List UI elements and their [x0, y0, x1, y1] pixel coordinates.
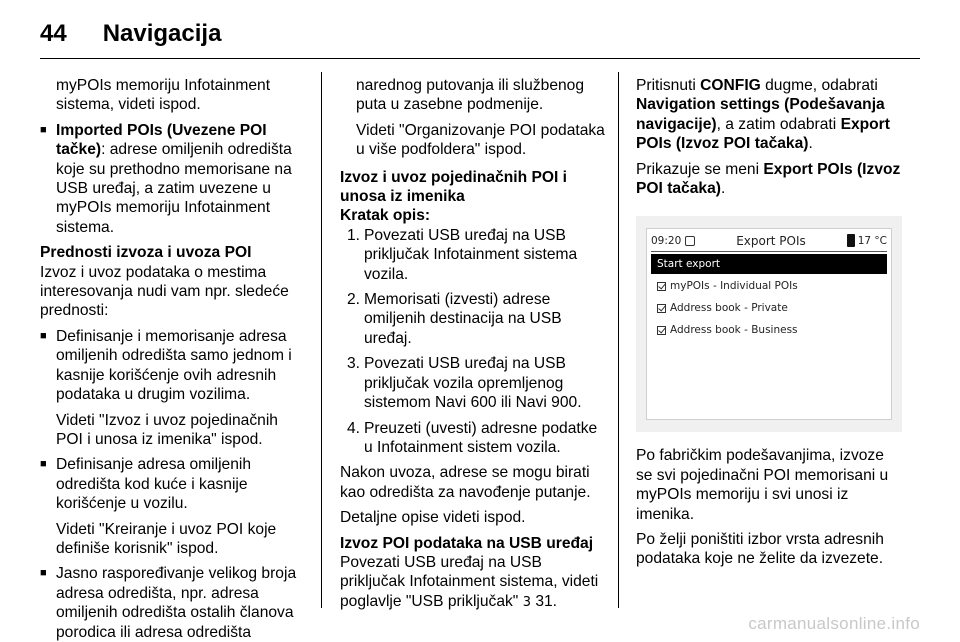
menu-item-label: myPOIs - Individual POIs — [670, 279, 798, 292]
text-span: . — [720, 180, 726, 198]
col2-paragraph-3: Nakon uvoza, adrese se mogu birati kao odredišta za navođenje putanje. — [340, 464, 591, 501]
text-span: . — [808, 135, 813, 153]
checkbox-icon — [657, 304, 666, 313]
list-item — [340, 290, 606, 348]
screen-temperature: 17 °C — [857, 234, 887, 247]
bullet-advantage-2: ■ Definisanje adresa omiljenih odredišta kod kuće i kasnije korišćenje u vozilu. — [40, 455, 308, 513]
screen-divider — [651, 251, 887, 252]
steps-list — [340, 226, 606, 457]
watermark: carmanualsonline.info — [748, 614, 920, 633]
advantage-1-ref: Videti "Izvoz i uvoz pojedinačnih POI i unosa iz imenika" ispod. — [56, 411, 278, 448]
usb-page-ref: 31. — [530, 592, 557, 610]
list-item — [340, 354, 606, 412]
section-title: Navigacija — [102, 20, 222, 47]
heading-export-usb: Izvoz POI podataka na USB uređaj — [340, 534, 594, 552]
column-divider-2 — [618, 72, 619, 608]
bullet-advantage-1: ■ Definisanje i memorisanje adresa omiljenih odredišta samo jednom i kasnije korišćenje ovih adresnih podataka u drugim vozilima. — [40, 327, 308, 405]
menu-item-mypois[interactable] — [651, 276, 887, 296]
bullet-imported-pois — [40, 121, 308, 237]
column-3 — [636, 76, 902, 575]
step-text: Povezati USB uređaj na USB priključak Infotainment sistema vozila. — [364, 226, 578, 283]
step-number: 1. — [346, 226, 360, 244]
back-icon — [685, 236, 695, 246]
phone-icon — [847, 234, 855, 247]
col3-paragraph-2 — [636, 160, 902, 199]
heading-import-export: Izvoz i uvoz pojedinačnih POI i unosa iz imenika — [340, 168, 568, 206]
column-divider-1 — [321, 72, 322, 608]
menu-item-label: Start export — [657, 257, 720, 270]
menu-item-label: Address book - Private — [670, 301, 788, 314]
step-number: 2. — [346, 291, 360, 309]
col3-paragraph-4: Po želji poništiti izbor vrsta adresnih podataka koje ne želite da izvezete. — [636, 531, 884, 568]
step-number: 4. — [346, 419, 360, 437]
text-span: , a zatim odabrati — [716, 115, 841, 133]
menu-item-label: Address book - Business — [670, 323, 798, 336]
step-text: Povezati USB uređaj na USB priključak vozila opremljenog sistemom Navi 600 ili Navi 900. — [364, 355, 582, 412]
column-1 — [40, 76, 308, 642]
config-term: CONFIG — [700, 77, 761, 94]
screen-status-bar — [647, 229, 891, 251]
text-span: dugme, odabrati — [760, 77, 878, 94]
nav-settings-term: Navigation settings (Podešavanja navigacije) — [636, 96, 885, 133]
step-text: Memorisati (izvesti) adrese omiljenih destinacija na USB uređaj. — [364, 291, 562, 347]
text-span: Prikazuje se meni — [636, 160, 764, 178]
column-2 — [340, 76, 606, 618]
checkbox-icon — [657, 326, 666, 335]
screen-time: 09:20 — [651, 234, 682, 247]
infotainment-screen — [646, 228, 892, 420]
menu-item-address-business[interactable] — [651, 320, 887, 340]
advantage-2-ref: Videti "Kreiranje i uvoz POI koje definiše korisnik" ispod. — [56, 520, 277, 557]
bullet-advantage-3: ■ Jasno raspoređivanje velikog broja adresa odredišta, npr. adresa omiljenih odredišta ostalih članova porodica ili adresa odredišta — [40, 564, 308, 642]
advantages-intro: Izvoz i uvoz podataka o mestima interesovanja nudi vam npr. sledeće prednosti: — [40, 263, 289, 320]
export-pois-menu-term: Export POIs (Izvoz POI tačaka) — [636, 160, 901, 198]
page-header — [40, 14, 221, 54]
imported-pois-term: Imported POIs (Uvezene POI tačke) — [56, 121, 267, 159]
col2-paragraph-4: Detaljne opise videti ispod. — [340, 509, 526, 527]
heading-advantages: Prednosti izvoza i uvoza POI — [40, 244, 252, 262]
list-item — [340, 226, 606, 284]
col2-paragraph-2: Videti "Organizovanje POI podataka u više podfoldera" ispod. — [356, 121, 605, 159]
export-pois-term: Export POIs (Izvoz POI tačaka) — [636, 115, 890, 153]
screen-title: Export POIs — [736, 233, 806, 248]
step-number: 3. — [346, 355, 360, 373]
menu-item-address-private[interactable] — [651, 298, 887, 318]
col2-paragraph-1: narednog putovanja ili službenog puta u zasebne podmenije. — [356, 77, 585, 114]
checkbox-icon — [657, 282, 666, 291]
header-rule — [40, 58, 920, 59]
page-ref-arrow-icon: 3 — [522, 594, 531, 610]
start-export-item[interactable] — [651, 254, 887, 274]
screen-illustration — [636, 216, 902, 432]
heading-short-desc: Kratak opis: — [340, 207, 431, 225]
list-item — [340, 419, 606, 458]
col3-paragraph-1 — [636, 76, 902, 154]
col3-paragraph-3: Po fabričkim podešavanjima, izvoze se svi pojedinačni POI memorisani u myPOIs memoriju i svi unosi iz imenika. — [636, 447, 889, 523]
usb-text: Povezati USB uređaj na USB priključak Infotainment sistema, videti poglavlje "USB priključak" — [340, 553, 599, 610]
imported-pois-desc: : adrese omiljenih odredišta koje su prethodno memorisane na USB uređaj, a zatim uvezene u myPOIs memoriju Infotainment sistema. — [56, 141, 292, 236]
page-number: 44 — [40, 20, 67, 47]
step-text: Preuzeti (uvesti) adresne podatke u Infotainment sistem vozila. — [364, 419, 598, 456]
text-span: Pritisnuti — [636, 77, 701, 94]
col2-paragraph-5 — [340, 553, 606, 612]
col1-paragraph: myPOIs memoriju Infotainment sistema, videti ispod. — [56, 77, 271, 114]
